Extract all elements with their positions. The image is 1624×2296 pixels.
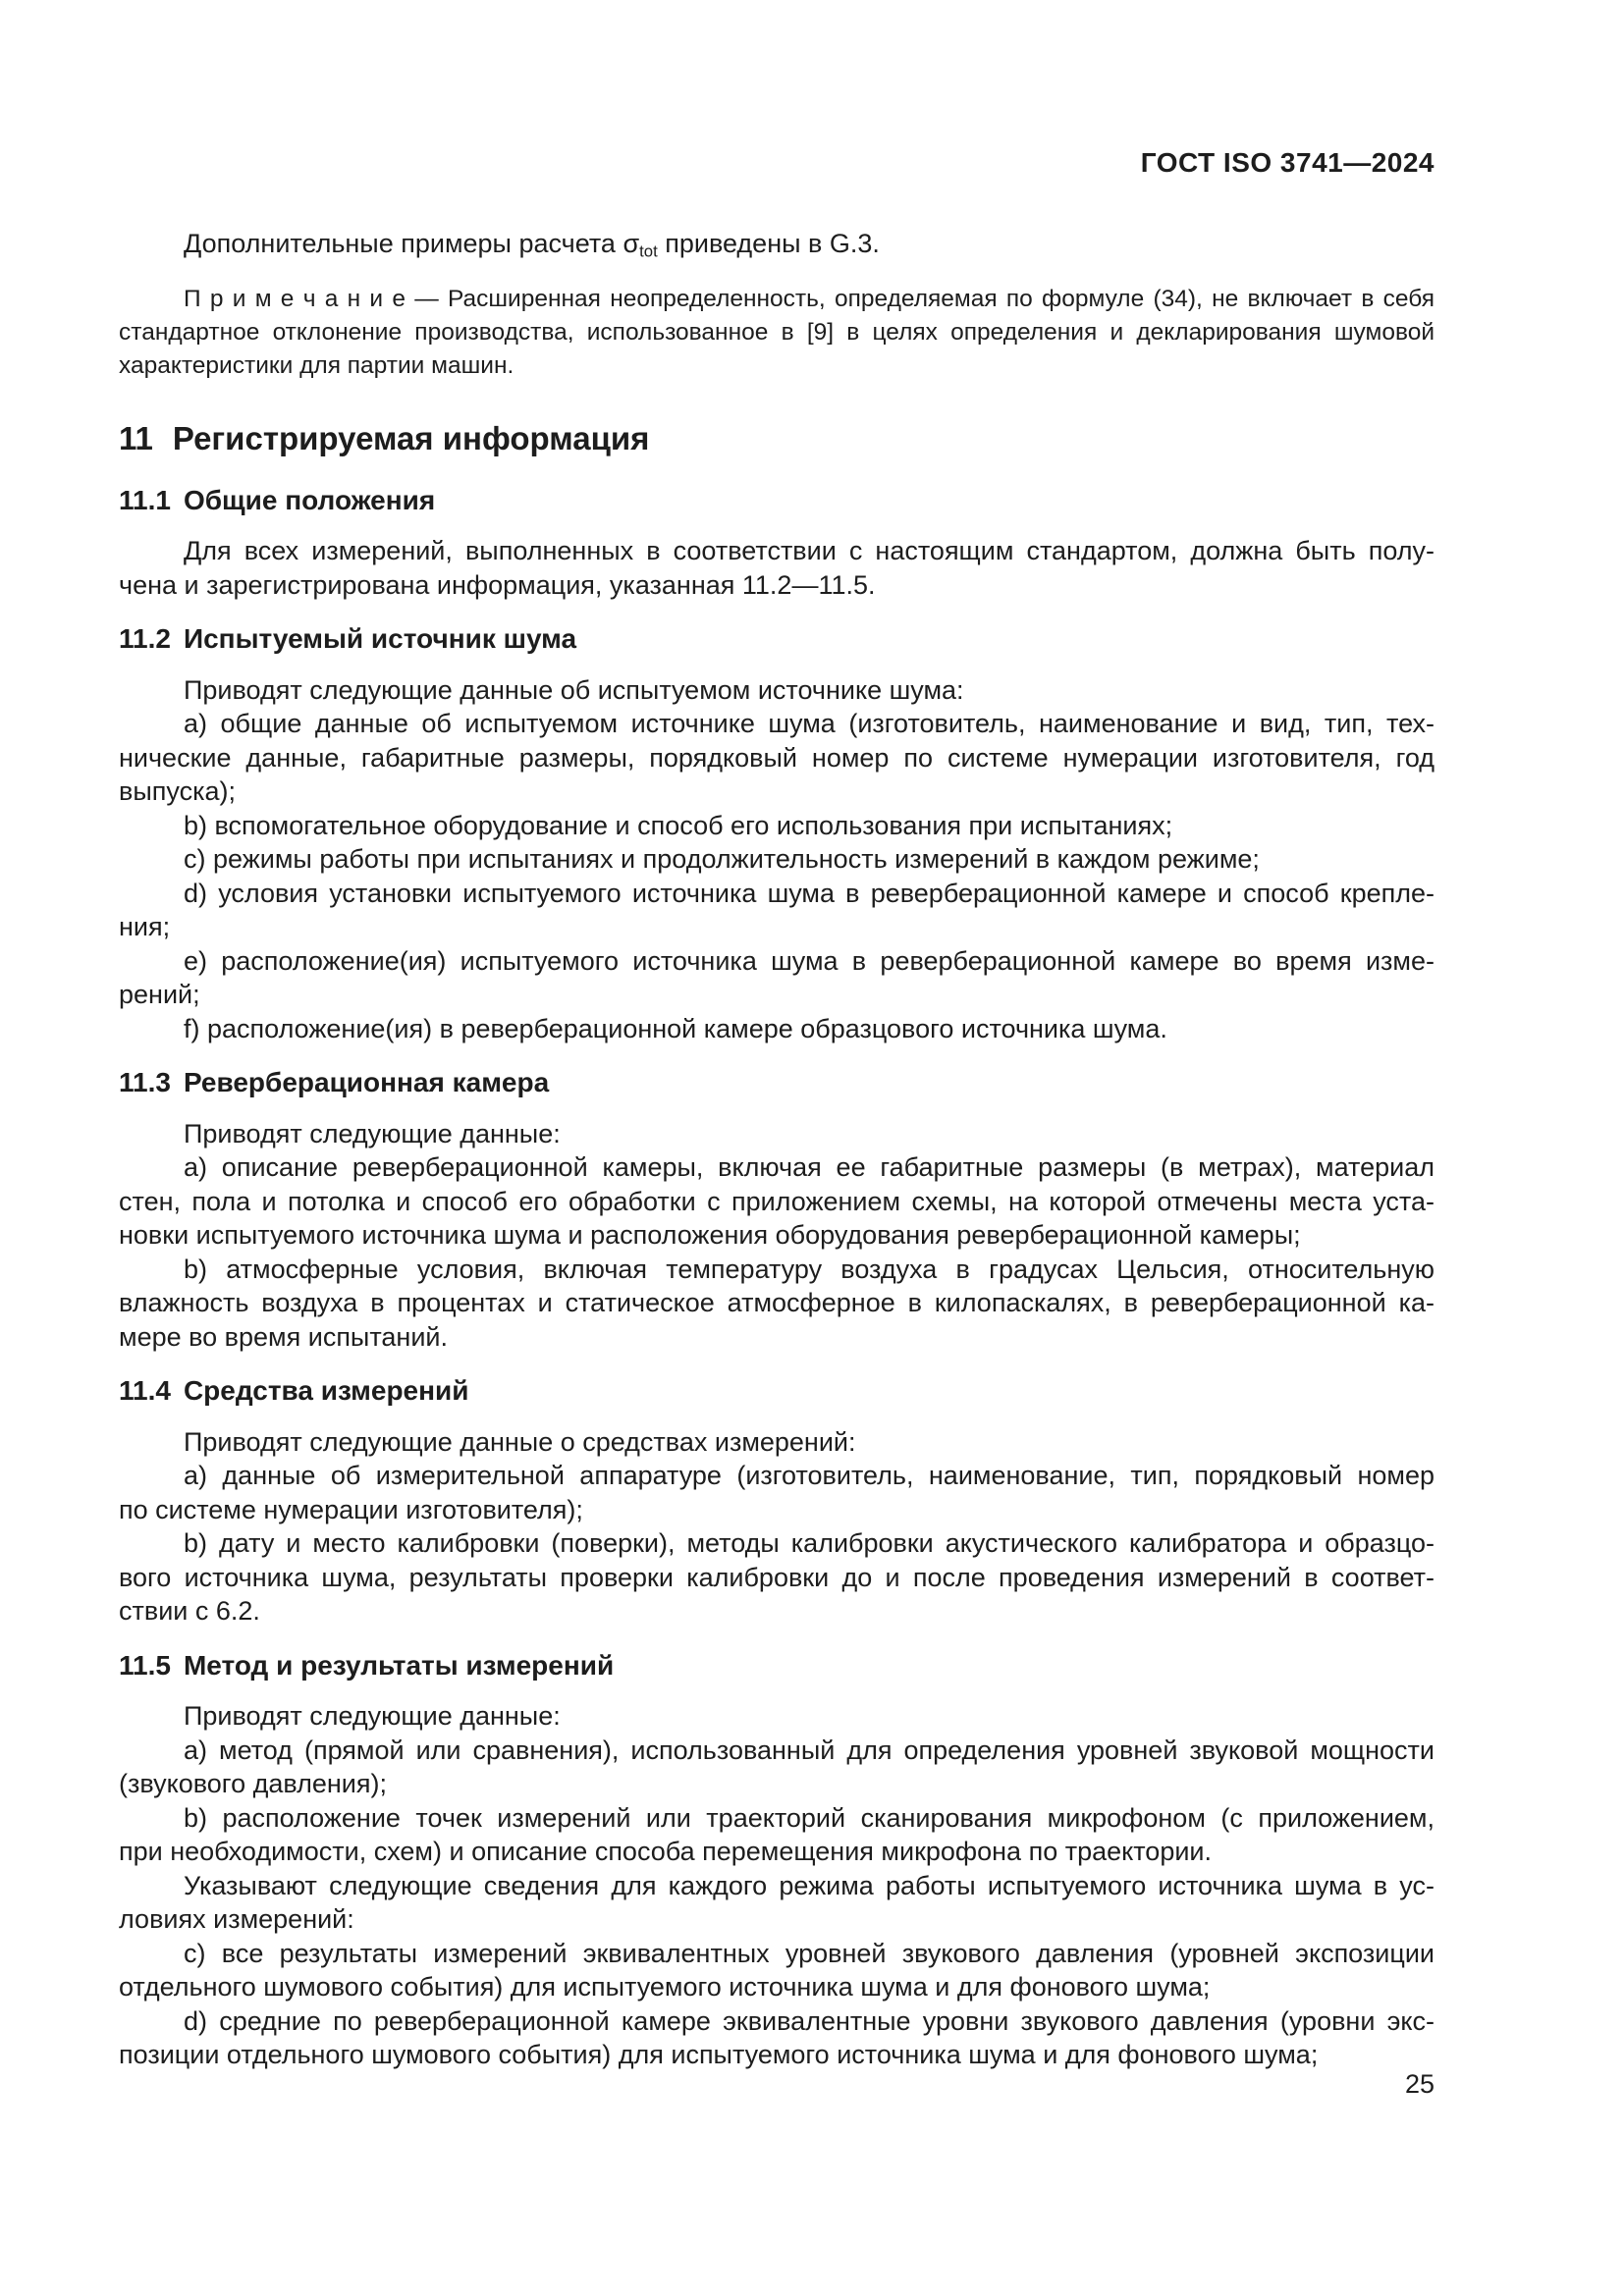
text-line: Приводят следующие данные:	[184, 1701, 561, 1731]
text-line: d) средние по реверберационной камере эквивалентные уровни звукового давления (уровни экс-	[184, 2005, 1435, 2036]
heading-number: 11	[119, 419, 153, 456]
paragraph	[119, 534, 1435, 602]
paragraph	[119, 1699, 1435, 1734]
paragraph	[119, 809, 1435, 843]
text-line: Для всех измерений, выполненных в соответствии с настоящим стандартом, должна быть полу-	[184, 536, 1435, 565]
subsection-heading	[119, 1374, 1435, 1409]
text-line: Указывают следующие сведения для каждого режима работы испытуемого источника шума в ус-	[184, 1870, 1435, 1900]
section-heading	[119, 420, 1435, 457]
paragraph	[119, 1869, 1435, 1937]
text-line: Приводят следующие данные:	[184, 1118, 561, 1148]
text-line: рений;	[119, 980, 200, 1009]
text-line: П р и м е ч а н и е — Расширенная неопределенность, определяемая по формуле (34), не включает в себя	[184, 285, 1435, 312]
page-header: ГОСТ ISO 3741—2024	[1140, 147, 1435, 178]
subscript: tot	[639, 241, 658, 261]
paragraph	[119, 842, 1435, 877]
text-line: c) режимы работы при испытаниях и продолжительность измерений в каждом режиме;	[184, 844, 1260, 874]
paragraph	[119, 1150, 1435, 1253]
text-line: стандартное отклонение производства, использованное в [9] в целях определения и декларирования шумовой	[119, 318, 1435, 346]
heading-title: Регистрируемая информация	[172, 419, 650, 456]
paragraph	[119, 1937, 1435, 2004]
text-line: b) атмосферные условия, включая температуру воздуха в градусах Цельсия, относительную	[184, 1254, 1435, 1284]
page-number: 25	[1404, 2069, 1435, 2099]
text-line: b) дату и место калибровки (поверки), методы калибровки акустического калибратора и образцо-	[184, 1528, 1435, 1558]
text-line: отдельного шумового события) для испытуемого источника шума и для фонового шума;	[119, 1972, 1211, 2002]
paragraph	[119, 707, 1435, 809]
heading-number: 11.1	[119, 484, 171, 515]
subsection-heading	[119, 1649, 1435, 1683]
text-line: a) метод (прямой или сравнения), использованный для определения уровней звуковой мощности	[184, 1735, 1435, 1765]
text-line: вого источника шума, результаты проверки калибровки до и после проведения измерений в соответ-	[119, 1562, 1435, 1592]
text-line: влажность воздуха в процентах и статическое атмосферное в килопаскалях, в реверберационной ка-	[119, 1288, 1435, 1317]
paragraph	[119, 1459, 1435, 1526]
text-line: b) вспомогательное оборудование и способ его использования при испытаниях;	[184, 810, 1173, 840]
text-line: ния;	[119, 912, 171, 941]
content	[119, 227, 1435, 2072]
heading-number: 11.2	[119, 623, 171, 654]
text-line: мере во время испытаний.	[119, 1321, 448, 1352]
text-line: a) описание реверберационной камеры, включая ее габаритные размеры (в метрах), материал	[184, 1152, 1435, 1182]
text-line: чена и зарегистрирована информация, указанная 11.2—11.5.	[119, 569, 876, 600]
text-line: f) расположение(ия) в реверберационной камере образцового источника шума.	[184, 1013, 1167, 1043]
paragraph	[119, 673, 1435, 708]
heading-title: Средства измерений	[183, 1375, 469, 1406]
subsection-heading	[119, 484, 1435, 518]
heading-title: Метод и результаты измерений	[183, 1649, 615, 1681]
text-line: выпуска);	[119, 776, 236, 806]
paragraph	[119, 877, 1435, 944]
paragraph	[119, 1526, 1435, 1629]
text-line: характеристики для партии машин.	[119, 351, 514, 379]
text-line: e) расположение(ия) испытуемого источника шума в реверберационной камере во время изме-	[184, 945, 1435, 976]
paragraph	[119, 1117, 1435, 1151]
text-line: ствии с 6.2.	[119, 1596, 260, 1626]
note-paragraph	[119, 283, 1435, 383]
heading-number: 11.4	[119, 1375, 171, 1406]
paragraph	[119, 2004, 1435, 2072]
paragraph	[119, 1425, 1435, 1460]
paragraph	[119, 1801, 1435, 1869]
paragraph	[119, 227, 1435, 261]
text-line: по системе нумерации изготовителя);	[119, 1494, 583, 1524]
heading-title: Реверберационная камера	[183, 1067, 550, 1097]
text-line: Приводят следующие данные о средствах измерений:	[184, 1426, 856, 1457]
heading-number: 11.3	[119, 1067, 171, 1097]
text-line: a) данные об измерительной аппаратуре (изготовитель, наименование, тип, порядковый номер	[184, 1461, 1435, 1490]
paragraph	[119, 1012, 1435, 1046]
text-line: d) условия установки испытуемого источника шума в реверберационной камере и способ крепле-	[184, 878, 1435, 908]
text-line: новки испытуемого источника шума и расположения оборудования реверберационной камеры;	[119, 1220, 1301, 1250]
text-line: стен, пола и потолка и способ его обработки с приложением схемы, на которой отмечены места уста-	[119, 1186, 1435, 1216]
text-line: позиции отдельного шумового события) для испытуемого источника шума и для фонового шума;	[119, 2040, 1319, 2069]
paragraph	[119, 944, 1435, 1012]
text-line: нические данные, габаритные размеры, порядковый номер по системе нумерации изготовителя, год	[119, 742, 1435, 773]
text-line: ловиях измерений:	[119, 1904, 354, 1934]
text-line: a) общие данные об испытуемом источнике шума (изготовитель, наименование и вид, тип, тех-	[184, 709, 1435, 738]
text-line: Приводят следующие данные об испытуемом источнике шума:	[184, 674, 964, 705]
text-line: c) все результаты измерений эквивалентных уровней звукового давления (уровней экспозиции	[184, 1938, 1435, 1968]
paragraph	[119, 1253, 1435, 1355]
subsection-heading	[119, 622, 1435, 657]
heading-title: Общие положения	[183, 484, 436, 515]
text-line: (звукового давления);	[119, 1769, 387, 1798]
subsection-heading	[119, 1066, 1435, 1100]
text-line: Дополнительные примеры расчета $\sigma_{tot}$ приведены в G.3.	[184, 229, 880, 261]
paragraph	[119, 1734, 1435, 1801]
heading-number: 11.5	[119, 1649, 171, 1681]
heading-title: Испытуемый источник шума	[183, 623, 577, 654]
text-line: b) расположение точек измерений или траекторий сканирования микрофоном (с приложением,	[184, 1802, 1435, 1833]
text-line: при необходимости, схем) и описание способа перемещения микрофона по траектории.	[119, 1837, 1212, 1866]
